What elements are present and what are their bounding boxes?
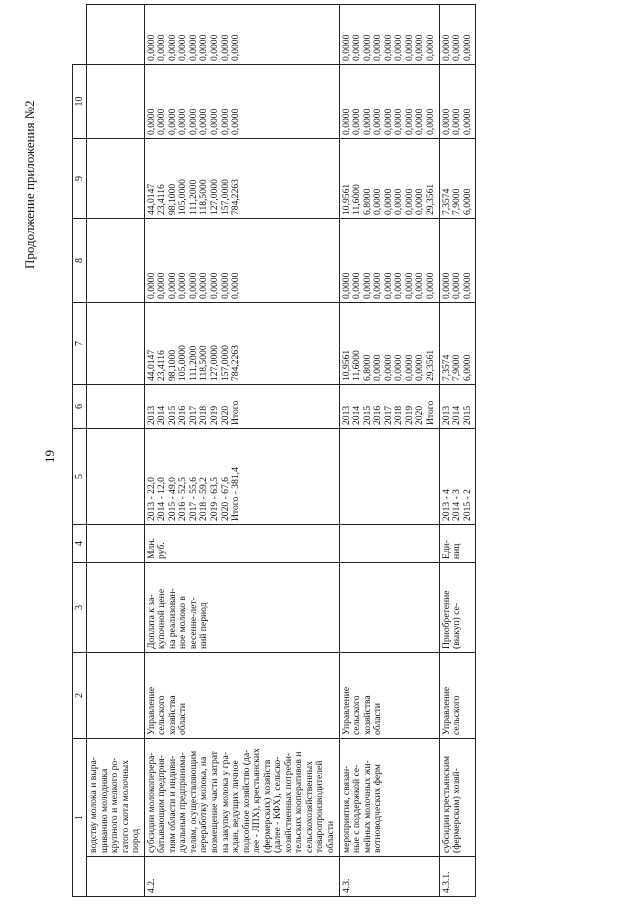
row-col8 bbox=[87, 139, 145, 219]
header-cell-5: 5 bbox=[73, 429, 87, 525]
row-col6: 10,9561 11,6000 6,8000 0,0000 0,0000 0,0000 0,0000 0,0000 29,3561 bbox=[339, 303, 439, 385]
row-executor bbox=[87, 653, 145, 739]
row-number: 4.2. bbox=[144, 857, 339, 897]
row-indicators bbox=[87, 429, 145, 525]
row-unit bbox=[339, 525, 439, 563]
row-number: 4.3.1. bbox=[439, 857, 476, 897]
row-col9: 0,0000 0,0000 0,0000 bbox=[439, 65, 476, 139]
row-executor: Управление сельского хозяйства области bbox=[144, 653, 339, 739]
row-col6: 44,0147 23,4116 98,1000 105,0000 111,2000 118,5000 127,0000 157,0000 784,2263 bbox=[144, 303, 339, 385]
header-cell-7: 7 bbox=[73, 303, 87, 385]
row-col7: 0,0000 0,0000 0,0000 0,0000 0,0000 0,0000 0,0000 0,0000 0,0000 bbox=[339, 219, 439, 303]
table-row bbox=[439, 5, 476, 897]
row-col8: 7,3574 7,9000 6,0000 bbox=[439, 139, 476, 219]
table-row bbox=[144, 5, 339, 897]
row-col7: 0,0000 0,0000 0,0000 0,0000 0,0000 0,0000 0,0000 0,0000 0,0000 bbox=[144, 219, 339, 303]
row-years: 2013 2014 2015 bbox=[439, 385, 476, 429]
row-number bbox=[87, 857, 145, 897]
header-cell-8: 8 bbox=[73, 219, 87, 303]
row-years: 2013 2014 2015 2016 2017 2018 2019 2020 Итого bbox=[144, 385, 339, 429]
header-cell-6: 6 bbox=[73, 385, 87, 429]
row-measure: Доплата к за- купочной цене на реализован- ное молоко в весенне-лет- ний период bbox=[144, 563, 339, 653]
row-indicators: 2013 - 4 2014 - 3 2015 - 2 bbox=[439, 429, 476, 525]
table-row bbox=[339, 5, 439, 897]
table-row bbox=[87, 5, 145, 897]
row-col9: 0,0000 0,0000 0,0000 0,0000 0,0000 0,0000 0,0000 0,0000 0,0000 bbox=[144, 65, 339, 139]
header-cell-3: 3 bbox=[73, 563, 87, 653]
header-cell-1: 1 bbox=[73, 739, 87, 897]
row-unit: Еди- ниц bbox=[439, 525, 476, 563]
row-unit: Млн. руб. bbox=[144, 525, 339, 563]
row-col10: 0,0000 0,0000 0,0000 0,0000 0,0000 0,0000 0,0000 0,0000 0,0000 bbox=[339, 5, 439, 65]
page-number: 19 bbox=[42, 450, 57, 463]
row-number: 4.3. bbox=[339, 857, 439, 897]
row-indicators: 2013 - 22,0 2014 - 12,0 2015 - 49,0 2016 - 52,5 2017 - 55,6 2018 - 59,2 2019 - 63,5 2020 - 67,6 Итого - 381,4 bbox=[144, 429, 339, 525]
row-col6: 7,3574 7,9000 6,0000 bbox=[439, 303, 476, 385]
row-col10: 0,0000 0,0000 0,0000 0,0000 0,0000 0,0000 0,0000 0,0000 0,0000 bbox=[144, 5, 339, 65]
row-measure: Приобретение (выкуп) се- bbox=[439, 563, 476, 653]
row-col9: 0,0000 0,0000 0,0000 0,0000 0,0000 0,0000 0,0000 0,0000 0,0000 bbox=[339, 65, 439, 139]
row-years bbox=[87, 385, 145, 429]
row-executor: Управление сельского хозяйства области bbox=[339, 653, 439, 739]
header-cell-2: 2 bbox=[73, 653, 87, 739]
row-measure bbox=[339, 563, 439, 653]
header-cell-4: 4 bbox=[73, 525, 87, 563]
row-col6 bbox=[87, 303, 145, 385]
header-row bbox=[73, 5, 87, 897]
header-cell-10: 10 bbox=[73, 65, 87, 139]
row-col8: 10,9561 11,6000 6,8000 0,0000 0,0000 0,0000 0,0000 0,0000 29,3561 bbox=[339, 139, 439, 219]
row-name: субсидии молокоперера- батывающим предприя- тиям области и индиви- дуальным предпринима- телям, осуществляющим переработку молока, на возмещение части затрат на закупку молока у гра- ждан, ведущих личное подсобное хозяйство (да- лее - ЛПХ), крестьянских (фермерских) хозяйств (далее - КФХ), сельско- хозяйственных потреби- тельских кооперативов и сельскохозяйственных товаропроизводителей области bbox=[144, 739, 339, 857]
row-name: мероприятия, связан- ные с поддержкой се- мейных молочных жи- вотноводческих ферм bbox=[339, 739, 439, 857]
row-measure bbox=[87, 563, 145, 653]
row-col8: 44,0147 23,4116 98,1000 105,0000 111,2000 118,5000 127,0000 157,0000 784,2263 bbox=[144, 139, 339, 219]
row-col7 bbox=[87, 219, 145, 303]
row-indicators bbox=[339, 429, 439, 525]
row-unit bbox=[87, 525, 145, 563]
continuation-label: Продолжение приложения №2 bbox=[22, 100, 37, 269]
row-executor: Управление сельского bbox=[439, 653, 476, 739]
program-table bbox=[72, 4, 476, 897]
row-name: субсидии крестьянским (фермерским) хозяй- bbox=[439, 739, 476, 857]
row-col7: 0,0000 0,0000 0,0000 bbox=[439, 219, 476, 303]
row-col10: 0,0000 0,0000 0,0000 bbox=[439, 5, 476, 65]
row-years: 2013 2014 2015 2016 2017 2018 2019 2020 Итого bbox=[339, 385, 439, 429]
row-col10 bbox=[87, 5, 145, 65]
row-col9 bbox=[87, 65, 145, 139]
header-cell-9: 9 bbox=[73, 139, 87, 219]
row-name: водству молока и выра- щиванию молодняка крупного и мелкого ро- гатого скота молочных пород bbox=[87, 739, 145, 857]
